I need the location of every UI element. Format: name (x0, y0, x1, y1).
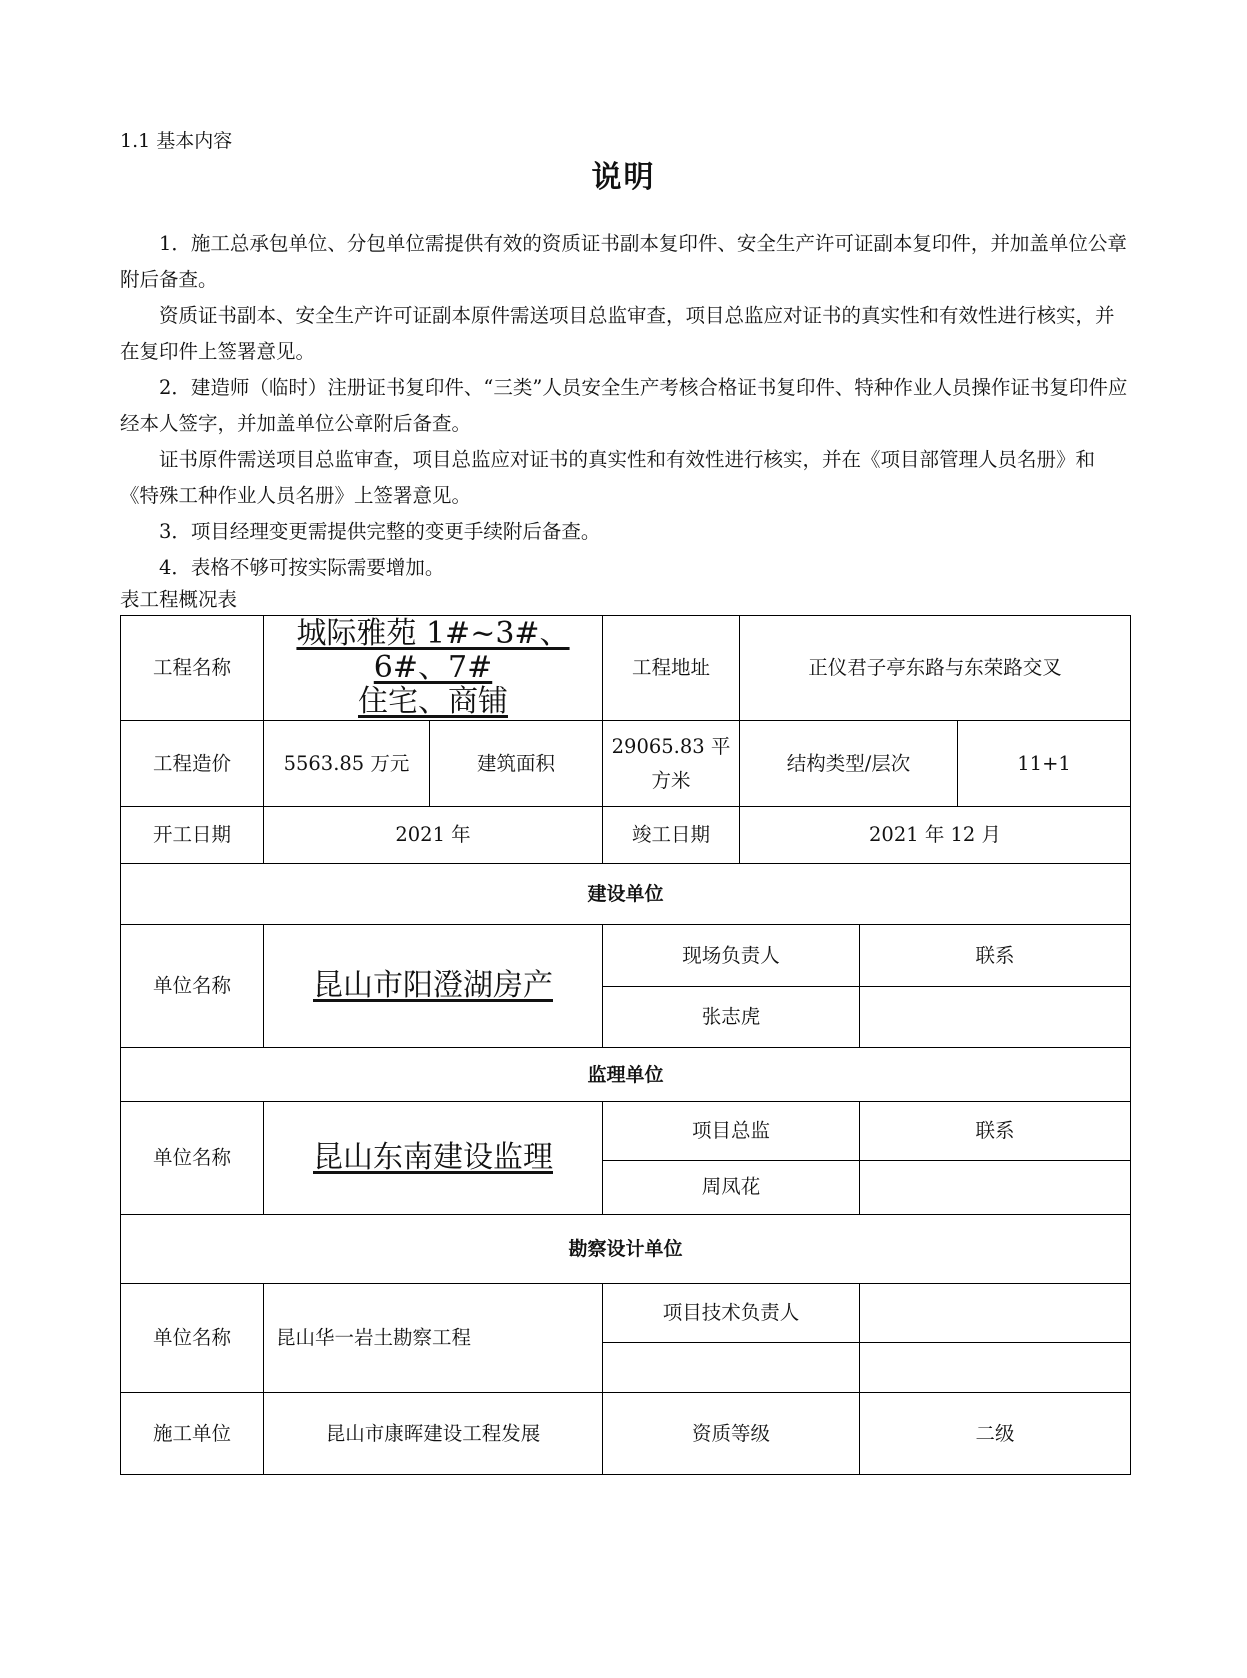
table-row (121, 1048, 1131, 1102)
owner-contact-value (860, 986, 1131, 1047)
supervisor-unit-cell (264, 1102, 603, 1214)
table-row (121, 925, 1131, 986)
cost-label: 工程造价 (121, 721, 264, 807)
paragraph-3: 2．建造师（临时）注册证书复印件、“三类”人员安全生产考核合格证书复印件、特种作业人员操作证书复印件应经本人签字，并加盖单位公章附后备查。 (120, 376, 1128, 435)
document-title: 说明 (591, 160, 656, 195)
qualification-label: 资质等级 (603, 1393, 860, 1475)
owner-contact-label: 联系 (860, 925, 1131, 986)
design-person-value (603, 1343, 860, 1393)
table-row (121, 1393, 1131, 1475)
table-row (121, 721, 1131, 807)
project-address-value: 正仪君子亭东路与东荣路交叉 (740, 616, 1131, 721)
paragraph-4: 证书原件需送项目总监审查，项目总监应对证书的真实性和有效性进行核实，并在《项目部管理人员名册》和《特殊工种作业人员名册》上签署意见。 (120, 448, 1096, 507)
paragraph-2: 资质证书副本、安全生产许可证副本原件需送项目总监审查，项目总监应对证书的真实性和有效性进行核实，并在复印件上签署意见。 (120, 304, 1115, 363)
table-row (121, 864, 1131, 925)
supervisor-contact-label: 联系 (860, 1102, 1131, 1161)
contractor-value: 昆山市康晖建设工程发展 (264, 1393, 603, 1475)
structure-value: 11+1 (958, 721, 1131, 807)
paragraph-6: 4．表格不够可按实际需要增加。 (159, 556, 445, 579)
area-label: 建筑面积 (430, 721, 603, 807)
table-row (121, 1214, 1131, 1283)
owner-unit-value: 昆山市阳澄湖房产 (313, 968, 553, 1004)
supervisor-unit-value: 昆山东南建设监理 (313, 1139, 553, 1175)
table-row (121, 616, 1131, 721)
table-row (121, 807, 1131, 864)
owner-unit-cell (264, 925, 603, 1048)
project-address-label: 工程地址 (603, 616, 740, 721)
project-name-label: 工程名称 (121, 616, 264, 721)
design-contact-value (860, 1343, 1131, 1393)
finish-date-value: 2021 年 12 月 (740, 807, 1131, 864)
cost-value: 5563.85 万元 (264, 721, 430, 807)
supervisor-contact-value (860, 1161, 1131, 1214)
project-name-cell (264, 616, 603, 721)
section-heading: 1.1 基本内容 (120, 130, 233, 152)
supervisor-person-label: 项目总监 (603, 1102, 860, 1161)
owner-person-label: 现场负责人 (603, 925, 860, 986)
start-date-label: 开工日期 (121, 807, 264, 864)
structure-label: 结构类型/层次 (740, 721, 958, 807)
paragraph-1: 1．施工总承包单位、分包单位需提供有效的资质证书副本复印件、安全生产许可证副本复印件，并加盖单位公章附后备查。 (120, 232, 1127, 291)
contractor-label: 施工单位 (121, 1393, 264, 1475)
start-date-value: 2021 年 (264, 807, 603, 864)
supervisor-person-value: 周凤花 (603, 1161, 860, 1214)
project-name-line2: 住宅、商铺 (358, 684, 508, 720)
instructions-body (120, 226, 1130, 586)
owner-person-value: 张志虎 (603, 986, 860, 1047)
supervisor-unit-label: 单位名称 (121, 1102, 264, 1214)
owner-section-header: 建设单位 (121, 864, 1131, 925)
design-person-contact (860, 1283, 1131, 1342)
paragraph-5: 3．项目经理变更需提供完整的变更手续附后备查。 (159, 520, 601, 543)
table-row (121, 1102, 1131, 1161)
area-value: 29065.83 平方米 (603, 721, 740, 807)
supervisor-section-header: 监理单位 (121, 1048, 1131, 1102)
design-unit-label: 单位名称 (121, 1283, 264, 1392)
owner-unit-label: 单位名称 (121, 925, 264, 1048)
project-overview-table (120, 615, 1131, 1475)
finish-date-label: 竣工日期 (603, 807, 740, 864)
design-unit-value: 昆山华一岩土勘察工程 (264, 1283, 603, 1392)
design-section-header: 勘察设计单位 (121, 1214, 1131, 1283)
table-caption: 表工程概况表 (120, 588, 238, 611)
table-row (121, 1283, 1131, 1342)
project-name-line1: 城际雅苑 1#~3#、6#、7# (296, 616, 570, 686)
design-person-label: 项目技术负责人 (603, 1283, 860, 1342)
qualification-value: 二级 (860, 1393, 1131, 1475)
